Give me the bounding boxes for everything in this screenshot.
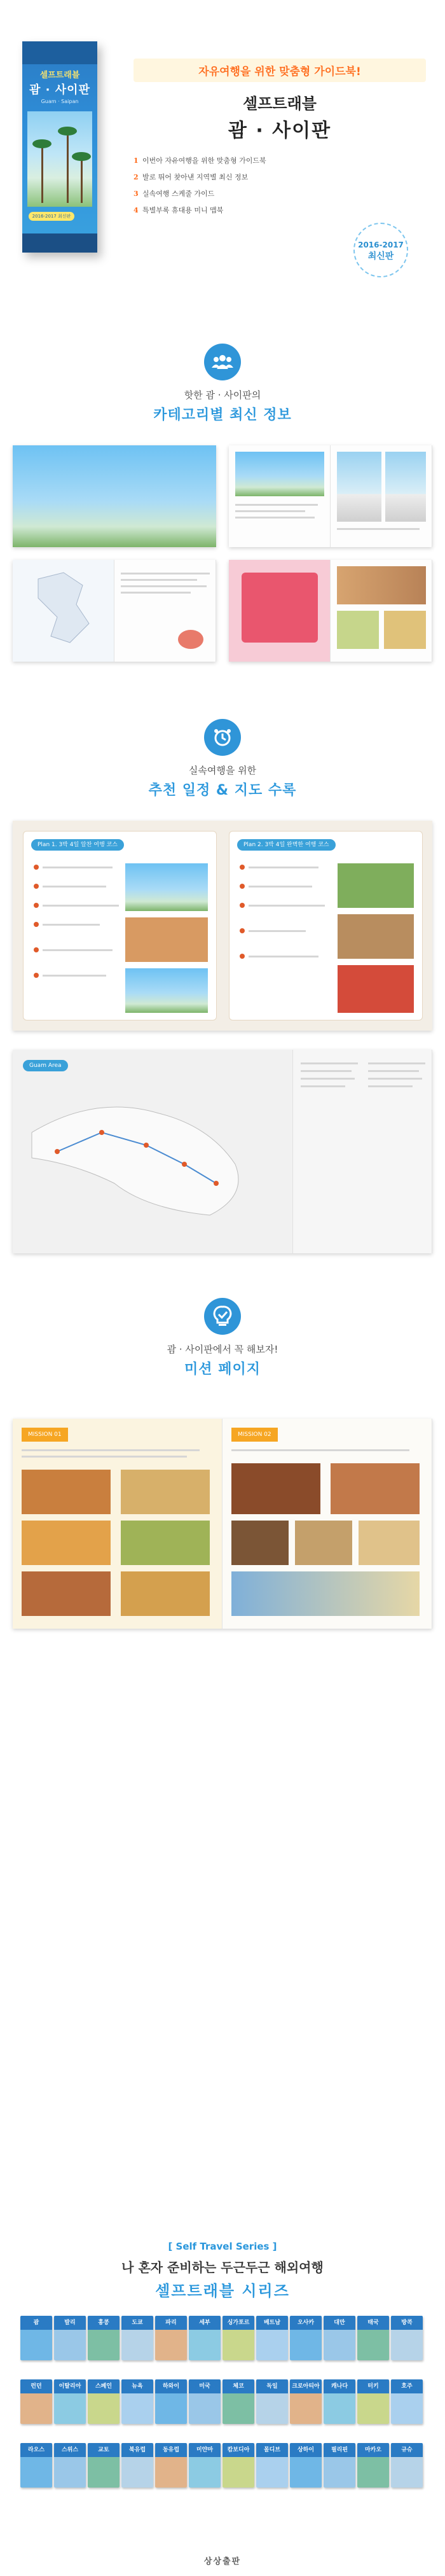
series-book [256,2316,288,2360]
series-book-cover-photo [222,2393,254,2424]
feature-list [134,153,266,219]
sample-spread [229,445,432,547]
series-book-cover-photo [54,2393,86,2424]
series-book-title: 미국 [189,2379,221,2393]
series-book-title: 태국 [357,2316,389,2330]
series-book [20,2379,52,2424]
series-book [88,2316,120,2360]
palm-tree-icon [67,133,69,203]
series-book [222,2316,254,2360]
series-book-title: 크로아티아 [290,2379,322,2393]
series-book-cover-photo [88,2330,120,2360]
section-heading-categories [0,344,445,424]
series-book-cover-photo [20,2457,52,2488]
series-book-cover-photo [155,2457,187,2488]
mission-spread [13,1419,432,1629]
series-book-cover-photo [189,2393,221,2424]
series-book-title: 터키 [357,2379,389,2393]
series-book-cover-photo [54,2330,86,2360]
hero-section [0,0,445,299]
hero-text [134,59,426,261]
series-book [324,2316,355,2360]
series-book [155,2379,187,2424]
guam-map-icon [19,1056,286,1247]
series-book-title: 교토 [88,2443,120,2457]
series-book-cover-photo [324,2330,355,2360]
series-book-cover-photo [290,2330,322,2360]
series-book-title: 북유럽 [121,2443,153,2457]
series-book-cover-photo [155,2393,187,2424]
section-title: 카테고리별 최신 정보 [153,407,292,423]
series-book [324,2379,355,2424]
series-book-title: 하와이 [155,2379,187,2393]
series-book-cover-photo [256,2457,288,2488]
series-book [121,2316,153,2360]
series-book [391,2379,423,2424]
series-book-title: 싱가포르 [222,2316,254,2330]
series-section [0,2220,445,2576]
series-book [54,2316,86,2360]
series-book-cover-photo [189,2330,221,2360]
series-book-cover-photo [324,2457,355,2488]
map-title: Guam Area [23,1060,68,1071]
section-subtitle: 실속여행을 위한 [188,765,257,776]
series-title: 셀프트래블 시리즈 [155,2282,290,2300]
feature-item: 4 특별부록 휴대용 미니 맵북 [134,206,224,214]
series-book-title: 독일 [256,2379,288,2393]
series-book [189,2443,221,2488]
edition-badge: 2016-2017 최신판 [353,223,408,277]
series-label: [ Self Travel Series ] [168,2241,277,2252]
series-book [391,2443,423,2488]
series-book [54,2379,86,2424]
route-card [229,831,423,1020]
series-book [155,2443,187,2488]
series-book [88,2443,120,2488]
feature-item: 3 실속여행 스케줄 가이드 [134,190,215,198]
series-book-title: 필리핀 [324,2443,355,2457]
series-book-cover-photo [88,2457,120,2488]
series-book-cover-photo [88,2393,120,2424]
series-book-cover-photo [155,2330,187,2360]
mission-banner: MISSION 01 [22,1428,68,1442]
series-book [290,2316,322,2360]
series-book-title: 파리 [155,2316,187,2330]
series-book-cover-photo [256,2393,288,2424]
series-book [256,2379,288,2424]
series-book [357,2316,389,2360]
series-book-title: 괌 [20,2316,52,2330]
series-book [222,2379,254,2424]
series-book-title: 캄보디아 [222,2443,254,2457]
series-tagline: 나 혼자 준비하는 두근두근 해외여행 [121,2260,324,2275]
itinerary-spread [13,821,432,1031]
series-book [357,2379,389,2424]
series-book-title: 미얀마 [189,2443,221,2457]
series-book-cover-photo [357,2393,389,2424]
series-book [88,2379,120,2424]
people-icon [204,344,241,380]
series-book-title: 세부 [189,2316,221,2330]
series-book-title: 방콕 [391,2316,423,2330]
mission-banner: MISSION 02 [231,1428,278,1442]
series-book-title: 도쿄 [121,2316,153,2330]
series-book-cover-photo [290,2457,322,2488]
book-cover-subtitle: Guam · Saipan [41,99,79,104]
tagline: 자유여행을 위한 맞춤형 가이드북! [134,59,426,82]
series-book [189,2316,221,2360]
series-book [256,2443,288,2488]
series-book-cover-photo [256,2330,288,2360]
series-book [20,2316,52,2360]
series-book [121,2443,153,2488]
series-book [391,2316,423,2360]
series-book [189,2379,221,2424]
series-book-cover-photo [121,2393,153,2424]
series-book-cover-photo [391,2393,423,2424]
sample-spread [13,445,216,547]
book-cover-photo [27,111,92,207]
series-book [290,2379,322,2424]
series-book-title: 스위스 [54,2443,86,2457]
section-subtitle: 괌 · 사이판에서 꼭 해보자! [167,1344,278,1355]
series-book-title: 베트남 [256,2316,288,2330]
series-book-cover-photo [189,2457,221,2488]
series-book-title: 발리 [54,2316,86,2330]
series-book-title: 동유럽 [155,2443,187,2457]
series-book-cover-photo [290,2393,322,2424]
series-name: 셀프트래블 [243,95,317,113]
series-book-title: 마카오 [357,2443,389,2457]
section-subtitle: 핫한 괌 · 사이판의 [184,389,261,401]
island-map-icon [13,560,114,662]
series-book [155,2316,187,2360]
series-book-cover-photo [391,2457,423,2488]
series-book [121,2379,153,2424]
series-book-title: 홍콩 [88,2316,120,2330]
section-heading-itinerary [0,719,445,799]
map-spread [13,1050,432,1253]
page-title: 괌 · 사이판 [228,120,332,142]
book-cover-bottom-band [22,233,97,253]
series-book-cover-photo [121,2457,153,2488]
series-book-title: 호주 [391,2379,423,2393]
series-book-cover-photo [357,2330,389,2360]
series-book-cover-photo [324,2393,355,2424]
section-title: 추천 일정 & 지도 수록 [148,783,297,798]
series-book [222,2443,254,2488]
section-heading-mission [0,1298,445,1378]
route-title: Plan 2. 3박 4일 완벽한 여행 코스 [237,839,336,851]
series-book-title: 몰디브 [256,2443,288,2457]
publisher-logo: 상상출판 [203,2557,242,2566]
sample-spread [13,560,216,662]
series-book-cover-photo [391,2330,423,2360]
book-cover-top-band [22,41,97,64]
series-book-title: 캐나다 [324,2379,355,2393]
series-book-cover-photo [357,2457,389,2488]
series-book [357,2443,389,2488]
series-book-title: 대만 [324,2316,355,2330]
feature-item: 2 발로 뛰어 찾아낸 지역별 최신 정보 [134,173,249,181]
series-book [20,2443,52,2488]
series-book-title: 라오스 [20,2443,52,2457]
route-card [23,831,217,1020]
series-book-title: 상하이 [290,2443,322,2457]
book-cover-brand: 셀프트래블 [39,71,80,80]
series-book-cover-photo [20,2330,52,2360]
series-book-title: 체코 [222,2379,254,2393]
series-book-title: 오사카 [290,2316,322,2330]
series-book-cover-photo [222,2457,254,2488]
series-book-title: 스페인 [88,2379,120,2393]
series-book-cover-photo [222,2330,254,2360]
palm-tree-icon [41,146,43,203]
series-book-title: 뉴욕 [121,2379,153,2393]
series-book-cover-photo [121,2330,153,2360]
series-book [54,2443,86,2488]
book-cover-badge: 2016-2017 최신판 [29,212,74,221]
series-book-cover-photo [20,2393,52,2424]
route-title: Plan 1. 3박 4일 알찬 여행 코스 [31,839,124,851]
series-book-cover-photo [54,2457,86,2488]
sample-spread [229,560,432,662]
book-cover [22,41,97,253]
series-book-title: 규슈 [391,2443,423,2457]
checkmark-bulb-icon [204,1298,241,1335]
series-book [290,2443,322,2488]
feature-item: 1 이번아 자유여행을 위한 맞춤형 가이드북 [134,157,266,165]
book-cover-title: 괌 · 사이판 [29,83,90,97]
palm-tree-icon [81,158,83,203]
alarm-clock-icon [204,719,241,756]
series-book-title: 런던 [20,2379,52,2393]
series-book-title: 이탈리아 [54,2379,86,2393]
series-book [324,2443,355,2488]
section-title: 미션 페이지 [184,1361,261,1377]
beach-photo [13,445,216,547]
